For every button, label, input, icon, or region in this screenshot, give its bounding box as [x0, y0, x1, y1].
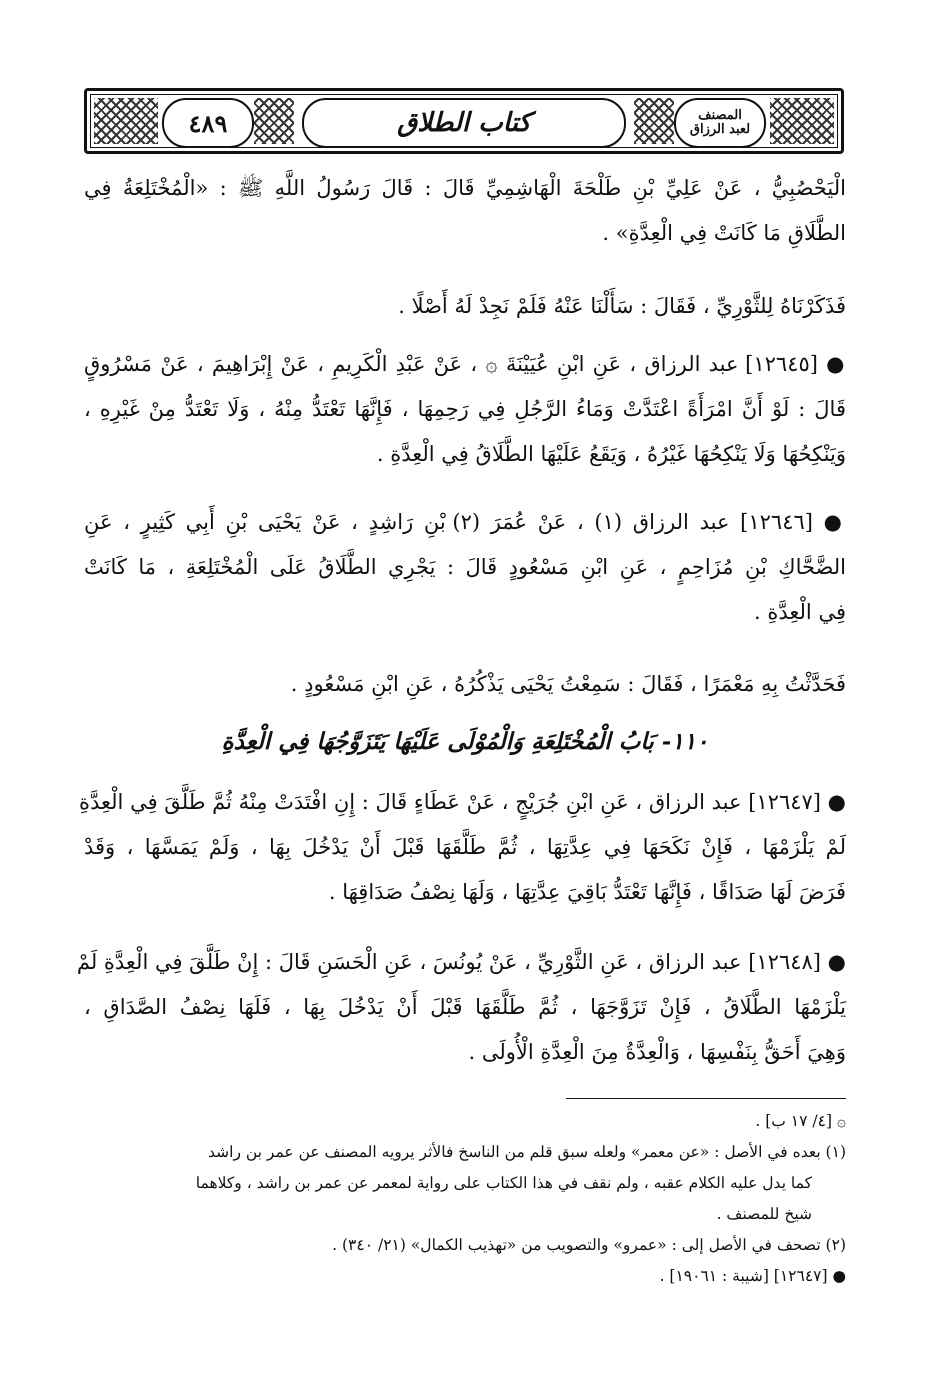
paragraph-note: [84, 284, 906, 329]
page-number-cartouche: [162, 98, 254, 148]
footnote-line: ۞ [٤/ ١٧ ب] .: [755, 1112, 846, 1130]
book-logo: [674, 98, 766, 148]
text-line: الضَّحَّاكِ بْنِ مُزَاحِمٍ ، عَنِ ابْنِ مَسْعُودٍ قَالَ : يَجْرِي الطَّلَاقُ عَلَى الْمُخْتَلِعَةِ ، مَا كَانَتْ: [84, 555, 846, 579]
footnote-line: كما يدل عليه الكلام عقبه ، ولم نقف في هذا الكتاب على رواية لمعمر عن عمر بن راشد ، وكلاهما: [195, 1174, 812, 1192]
page-header: [84, 88, 844, 154]
ornament-right: [770, 98, 834, 144]
logo-text: [690, 109, 750, 137]
logo-line-2: لعبد الرزاق: [689, 122, 751, 137]
text-line: لَمْ يَلْزَمْهَا ، فَإِنْ نَكَحَهَا فِي عِدَّتِهَا ، ثُمَّ طَلَّقَهَا قَبْلَ أَنْ يَدْخُلَ بِهَا ، وَلَمْ يَمَسَّهَا ، وَقَدْ: [84, 835, 846, 859]
text-line: فَذَكَرْنَاهُ لِلثَّوْرِيِّ ، فَقَالَ : سَأَلْنَا عَنْهُ فَلَمْ نَجِدْ لَهُ أَصْلًا .: [398, 294, 846, 318]
paragraph-continuation: [84, 166, 846, 256]
hadith-12648: [76, 940, 846, 1075]
footnote-line: (٢) تصحف في الأصل إلى : «عمرو» والتصويب من «تهذيب الكمال» (٢١/ ٣٤٠) .: [332, 1236, 846, 1254]
footnote-line: (١) بعده في الأصل : «عن معمر» ولعله سبق قلم من الناسخ فالأثر يرويه المصنف عن عمر بن راشد: [208, 1143, 846, 1161]
text-line: ● [١٢٦٤٧] عبد الرزاق ، عَنِ ابْنِ جُرَيْجٍ ، عَنْ عَطَاءٍ قَالَ : إِنِ افْتَدَتْ مِنْهُ ثُمَّ طَلَّقَ فِي الْعِدَّةِ: [79, 790, 846, 814]
text-line: وَهِيَ أَحَقُّ بِنَفْسِهَا ، وَالْعِدَّةُ مِنَ الْعِدَّةِ الْأُولَى .: [468, 1040, 846, 1064]
text-line: فَحَدَّثْتُ بِهِ مَعْمَرًا ، فَقَالَ : سَمِعْتُ يَحْيَى يَذْكُرُهُ ، عَنِ ابْنِ مَسْعُودٍ .: [290, 672, 846, 696]
text-line: وَيَنْكِحُهَا وَلَا يَنْكِحُهَا غَيْرُهُ ، وَيَقَعُ عَلَيْهَا الطَّلَاقُ فِي الْعِدَّةِ .: [376, 442, 846, 466]
logo-line-1: المصنف: [698, 108, 742, 123]
text-line: الطَّلَاقِ مَا كَانَتْ فِي الْعِدَّةِ» .: [602, 221, 846, 245]
book-title: كتاب الطلاق: [397, 108, 531, 138]
text-line: يَلْزَمْهَا الطَّلَاقُ ، فَإِنْ تَزَوَّجَهَا ، ثُمَّ طَلَّقَهَا قَبْلَ أَنْ يَدْخُلَ بِهَا ، فَلَهَا نِصْفُ الصَّدَاقِ ،: [84, 995, 846, 1019]
footnote-separator: [566, 1098, 846, 1099]
text-line: فِي الْعِدَّةِ .: [754, 600, 846, 624]
footnote-line: ● [١٢٦٤٧] [شيبة : ١٩٠٦١] .: [659, 1267, 846, 1285]
text-line: فَرَضَ لَهَا صَدَاقًا ، فَإِنَّهَا تَعْتَدُّ بَاقِيَ عِدَّتِهَا ، وَلَهَا نِصْفُ صَدَاقِهَا .: [328, 880, 846, 904]
ornament-left: [94, 98, 158, 144]
footnotes: [84, 1106, 846, 1292]
text-line: ● [١٢٦٤٥] عبد الرزاق ، عَنِ ابْنِ عُيَيْنَةَ ۞ ، عَنْ عَبْدِ الْكَرِيمِ ، عَنْ إِبْرَاهِيمَ ، عَنْ مَسْرُوقٍ: [84, 352, 846, 376]
page-number: ٤٨٩: [188, 108, 228, 138]
ornament-left-inner: [254, 98, 294, 144]
book-title-cartouche: [302, 98, 626, 148]
text-line: ● [١٢٦٤٨] عبد الرزاق ، عَنِ الثَّوْرِيِّ ، عَنْ يُونُسَ ، عَنِ الْحَسَنِ قَالَ : إِنْ طَلَّقَ فِي الْعِدَّةِ لَمْ: [76, 950, 846, 974]
text-line: الْيَحْصُبِيُّ ، عَنْ عَلِيِّ بْنِ طَلْحَةَ الْهَاشِمِيِّ قَالَ : قَالَ رَسُولُ اللَّهِ ﷺ : «الْمُخْتَلِعَةُ فِي: [84, 176, 846, 200]
text-line: ● [١٢٦٤٦] عبد الرزاق (١) ، عَنْ عُمَرَ (٢) بْنِ رَاشِدٍ ، عَنْ يَحْيَى بْنِ أَبِي كَثِيرٍ ، عَنِ: [84, 510, 847, 534]
footnote-line: شيخ للمصنف .: [716, 1205, 812, 1223]
section-title: ١١٠- بَابُ الْمُخْتَلِعَةِ وَالْمُوْلَى عَلَيْهَا يَتَزَوَّجُهَا فِي الْعِدَّةِ: [221, 728, 709, 755]
hadith-12645: [84, 342, 846, 477]
paragraph-note: [84, 662, 906, 707]
ornament-right-inner: [634, 98, 674, 144]
hadith-12646: [84, 500, 846, 635]
hadith-12647: [79, 780, 846, 915]
text-line: قَالَ : لَوْ أَنَّ امْرَأَةً اعْتَدَّتْ وَمَاءُ الرَّجُلِ فِي رَحِمِهَا ، فَإِنَّهَا تَعْتَدُّ مِنْهُ ، وَلَا تَعْتَدُّ مِنْ غَيْرِهِ ،: [84, 397, 846, 421]
